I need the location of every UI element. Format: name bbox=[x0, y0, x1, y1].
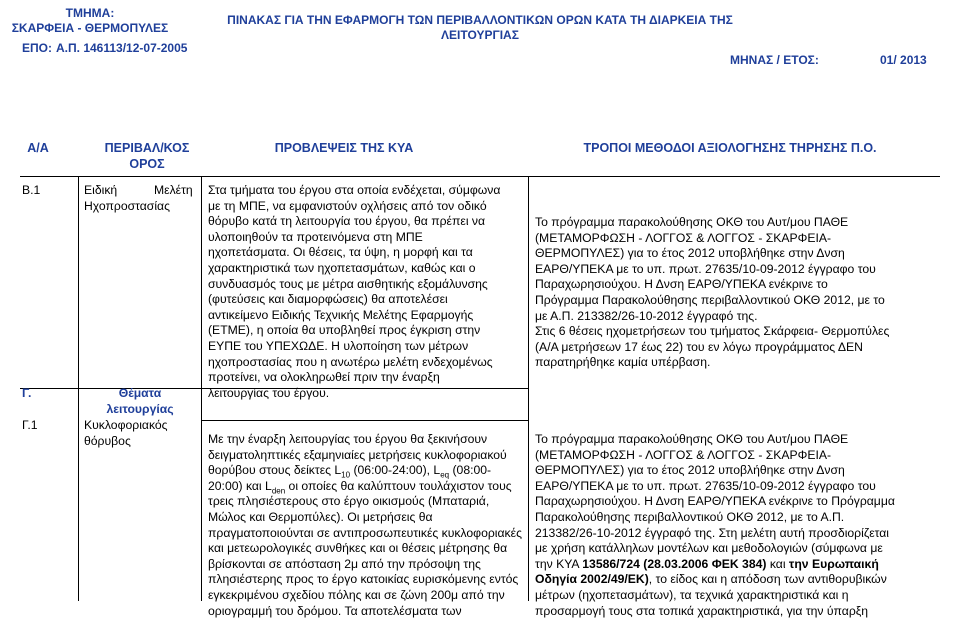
row-b1-term-c: Ηχοπροστασίας bbox=[84, 199, 170, 213]
method-line: (Α/Α μετρήσεων 17 έως 22) του εν λόγω προγράμματος ΔΕΝ bbox=[535, 339, 863, 354]
col-provlepseis: ΠΡΟΒΛΕΨΕΙΣ ΤΗΣ ΚΥΑ bbox=[274, 141, 414, 155]
provision-line: προτείνει, να ολοκληρωθεί πριν την έναρξη bbox=[208, 370, 440, 385]
provision-text: θορύβου στους δείκτες L bbox=[208, 463, 342, 478]
row-g1-id: Γ.1 bbox=[22, 418, 38, 432]
provision-line: πλησιέστερης προς το έργο κατοικίας ευρισκόμενης εντός bbox=[208, 572, 519, 587]
provision-line: ηχοπετάσματα. Οι θέσεις, τα ύψη, η μορφή και τα bbox=[208, 245, 473, 260]
provision-line: Μώλος και Θερμοπύλες). Οι μετρήσεις θα bbox=[208, 509, 433, 524]
col-aa: Α/Α bbox=[27, 141, 49, 155]
row-g1-method bbox=[535, 432, 933, 619]
row-g-term-2: λειτουργίας bbox=[106, 402, 174, 416]
provision-subscript: eq bbox=[440, 470, 450, 480]
col-perival-line2: ΟΡΟΣ bbox=[129, 157, 165, 171]
method-text: την ΚΥΑ bbox=[535, 556, 583, 571]
row-g1-provision bbox=[208, 432, 524, 619]
provision-line: υλοποιηθούν τα προτεινόμενα στη ΜΠΕ bbox=[208, 229, 423, 244]
provision-line: συνδυασμός τους με μέτρα αισθητικής εξομάλυνσης bbox=[208, 276, 488, 291]
month-value: 01/ 2013 bbox=[880, 53, 927, 67]
header-divider bbox=[20, 176, 940, 177]
epo-value: Α.Π. 146113/12-07-2005 bbox=[56, 41, 188, 55]
provision-subscript: 10 bbox=[341, 470, 351, 480]
method-bold-text: 13586/724 (28.03.2006 ΦΕΚ 384) bbox=[582, 556, 767, 571]
provision-line: δειγματοληπτικές εξαμηνιαίες μετρήσεις κυκλοφοριακού bbox=[208, 447, 507, 462]
provision-line: οριογραμμή του δρόμου. Τα αποτελέσματα των bbox=[208, 603, 462, 618]
provision-line: βρίσκονται σε απόσταση 2μ από την πρόσοψη της bbox=[208, 556, 481, 571]
epo-label: ΕΠΟ: bbox=[22, 41, 52, 55]
table-title-line2: ΛΕΙΤΟΥΡΓΙΑΣ bbox=[441, 28, 519, 42]
method-line: ΕΑΡΘ/ΥΠΕΚΑ με το υπ. πρωτ. 27635/10-09-2012 έγγραφο του bbox=[535, 478, 876, 493]
method-text: , το είδος και η απόδοση των αντιθορυβικών bbox=[648, 572, 887, 587]
method-line: ΕΑΡΘ/ΥΠΕΚΑ με το υπ. πρωτ. 27635/10-09-2012 έγγραφο του bbox=[535, 261, 876, 276]
row-g-id: Γ. bbox=[22, 386, 32, 400]
provision-line bbox=[208, 479, 524, 495]
method-line: παρατηρήθηκε καμία υπέρβαση. bbox=[535, 355, 711, 370]
method-line: Το πρόγραμμα παρακολούθησης ΟΚΘ του Αυτ/μου ΠΑΘΕ bbox=[535, 432, 849, 446]
method-bold-text: Οδηγία 2002/49/ΕΚ) bbox=[535, 572, 649, 587]
method-line: προσαρμογή τους στα τοπικά χαρακτηριστικά, για την ύπαρξη bbox=[535, 603, 869, 618]
provision-line: αντικείμενο Ειδικής Τεχνικής Μελέτης Εφαρμογής bbox=[208, 307, 474, 322]
provision-line: χαρακτηριστικά των ηχοπετασμάτων, καθώς και ο bbox=[208, 260, 476, 275]
row-b1-term-b: Μελέτη bbox=[154, 183, 193, 197]
provision-text: (08:00- bbox=[449, 463, 492, 478]
provision-text: οι οποίες θα καλύπτουν τουλάχιστον τους bbox=[285, 478, 512, 493]
method-line: Στις 6 θέσεις ηχομετρήσεων του τμήματος Σκάρφεια- Θερμοπύλες bbox=[535, 324, 890, 339]
method-bold-text: την Ευρωπαική bbox=[788, 556, 879, 571]
method-line: ΘΕΡΜΟΠΥΛΕΣ) για το έτος 2012 υποβλήθηκε στην Δνση bbox=[535, 463, 845, 478]
row-g1-term-2: θόρυβος bbox=[84, 434, 131, 448]
row-g1-term-1: Κυκλοφοριακός bbox=[84, 418, 168, 432]
method-line: με χρήση κατάλληλων μοντέλων και μεθοδολογιών (σύμφωνα με bbox=[535, 541, 883, 556]
row-b1-method bbox=[535, 215, 933, 371]
row-b1-id: Β.1 bbox=[22, 183, 41, 197]
col-perival-line1: ΠΕΡΙΒΑΛ/ΚΟΣ bbox=[104, 141, 190, 155]
provision-line: πραγματοποιούνται σε αντιπροσωπευτικές κυκλοφοριακές bbox=[208, 525, 522, 540]
provision-text: 20:00) και L bbox=[208, 478, 272, 493]
method-line: 213382/26-10-2012 έγγραφό της. Στη μελέτη αυτή προσδιορίζεται bbox=[535, 525, 890, 540]
method-text: και bbox=[766, 556, 789, 571]
provision-line: εγκεκριμένου σχεδίου πόλης και σε ζώνη 200μ από την bbox=[208, 587, 505, 602]
method-line: (ΜΕΤΑΜΟΡΦΩΣΗ - ΛΟΓΓΟΣ & ΛΟΓΓΟΣ - ΣΚΑΡΦΕΙΑ- bbox=[535, 447, 832, 462]
provision-line: και μετεωρολογικές συνθήκες και οι θέσεις μέτρησης θα bbox=[208, 541, 508, 556]
method-line: μέτρων (ηχοπετασμάτων), τα τεχνικά χαρακτηριστικά και η bbox=[535, 587, 849, 602]
provision-line: ΕΥΠΕ του ΥΠΕΧΩΔΕ. Η υλοποίηση των μέτρων bbox=[208, 338, 469, 353]
dept-label: ΤΜΗΜΑ: bbox=[65, 6, 115, 20]
method-line: ΘΕΡΜΟΠΥΛΕΣ) για το έτος 2012 υποβλήθηκε στην Δνση bbox=[535, 246, 845, 261]
month-label: ΜΗΝΑΣ / ΕΤΟΣ: bbox=[730, 53, 819, 67]
provision-line: θόρυβο κατά τη λειτουργία του έργου, θα πρέπει να bbox=[208, 214, 486, 229]
provision-text: (06:00-24:00), L bbox=[350, 463, 441, 478]
provision-line: ηχοπροστασίας που η ανωτέρω μελέτη ενδεχομένως bbox=[208, 354, 493, 369]
row-g-term-1: Θέματα bbox=[118, 386, 162, 400]
provision-line: με τη ΜΠΕ, να εμφανιστούν οχλήσεις από τον οδικό bbox=[208, 198, 487, 213]
provision-line: τρεις πλησιέστερους στο έργο οικισμούς (Μπαταριά, bbox=[208, 494, 490, 509]
row-b1-term-a: Ειδική bbox=[84, 183, 118, 197]
provision-line bbox=[208, 463, 524, 479]
provision-line: (φυτεύσεις και διαμορφώσεις) θα αποτελέσει bbox=[208, 292, 448, 307]
dept-name: ΣΚΑΡΦΕΙΑ - ΘΕΡΜΟΠΥΛΕΣ bbox=[11, 21, 169, 35]
method-line: Παρακολούθησης περιβαλλοντικού ΟΚΘ 2012, με το Α.Π. bbox=[535, 509, 845, 524]
method-line: Πρόγραμμα Παρακολούθησης περιβαλλοντικού ΟΚΘ 2012, με το bbox=[535, 292, 885, 307]
method-line bbox=[535, 557, 933, 573]
method-line: Παραχωρησιούχου. Η Δνση ΕΑΡΘ/ΥΠΕΚΑ ενέκρινε το Πρόγραμμα bbox=[535, 494, 895, 509]
method-line: Το πρόγραμμα παρακολούθησης ΟΚΘ του Αυτ/μου ΠΑΘΕ bbox=[535, 215, 849, 229]
provision-line: Στα τμήματα του έργου στα οποία ενδέχεται, σύμφωνα bbox=[208, 183, 501, 197]
provision-line: λειτουργίας του έργου. bbox=[208, 385, 330, 400]
provision-line: Με την έναρξη λειτουργίας του έργου θα ξεκινήσουν bbox=[208, 432, 488, 446]
table-title-line1: ΠΙΝΑΚΑΣ ΓΙΑ ΤΗΝ ΕΦΑΡΜΟΓΗ ΤΩΝ ΠΕΡΙΒΑΛΛΟΝΤΙΚΩΝ ΟΡΩΝ ΚΑΤΑ ΤΗ ΔΙΑΡΚΕΙΑ ΤΗΣ bbox=[227, 13, 733, 27]
method-line: Παραχωρησιούχου. Η Δνση ΕΑΡΘ/ΥΠΕΚΑ ενέκρινε το bbox=[535, 277, 828, 292]
row-b1-provision bbox=[208, 183, 524, 401]
provision-line: (ΕΤΜΕ), η οποία θα υποβληθεί προς έγκριση στην bbox=[208, 323, 481, 338]
method-line bbox=[535, 572, 933, 588]
col-tropoi: ΤΡΟΠΟΙ ΜΕΘΟΔΟΙ ΑΞΙΟΛΟΓΗΣΗΣ ΤΗΡΗΣΗΣ Π.Ο. bbox=[583, 141, 877, 155]
method-line: (ΜΕΤΑΜΟΡΦΩΣΗ - ΛΟΓΓΟΣ & ΛΟΓΓΟΣ - ΣΚΑΡΦΕΙΑ- bbox=[535, 230, 832, 245]
method-line: με Α.Π. 213382/26-10-2012 έγγραφό της. bbox=[535, 308, 758, 323]
row-divider-g1 bbox=[201, 420, 529, 421]
provision-subscript: den bbox=[271, 486, 286, 496]
